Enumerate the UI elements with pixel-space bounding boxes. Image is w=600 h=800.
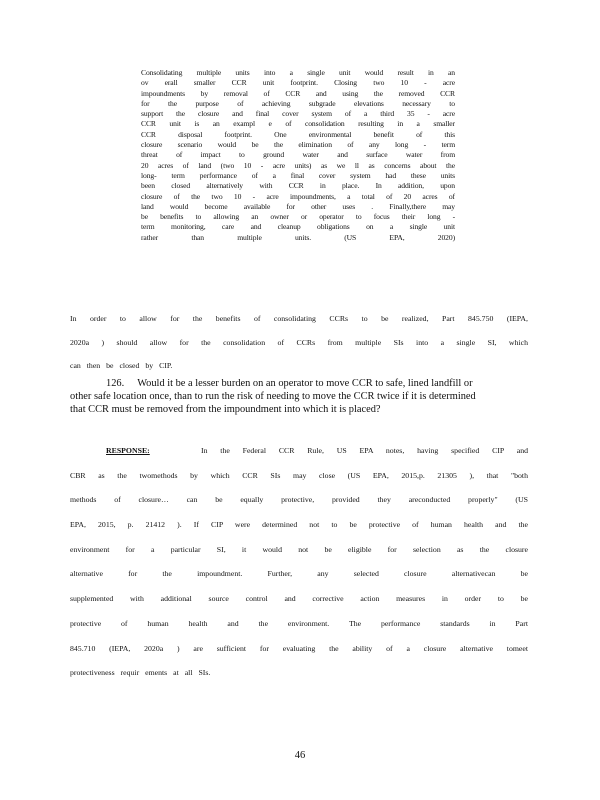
response-line: alternative for the impoundment. Further, any selected closure alternativecan be xyxy=(70,569,528,579)
intro-paragraph xyxy=(70,313,528,384)
paragraph-line: In order to allow for the benefits of consolidating CCRs to be realized, Part 845.750 (IEPA, xyxy=(70,314,528,323)
quote-line: term monitoring, care and cleanup obligations on a single unit xyxy=(141,222,455,232)
page-number: 46 xyxy=(294,750,306,761)
block-quote xyxy=(141,68,455,243)
response-line: protective of human health and the environment. The performance standards in Part xyxy=(70,618,528,628)
response-line: CBR as the twomethods by which CCR SIs may close (US EPA, 2015,p. 21305 ), that "both xyxy=(70,470,528,480)
quote-line: Consolidating multiple units into a single unit would result in an xyxy=(141,68,455,77)
response-first-line xyxy=(70,445,528,470)
question-line: Would it be a lesser burden on an operator to move CCR to safe, lined landfill or xyxy=(137,378,473,389)
quote-line: CCR unit is an exampl e of consolidation resulting in a smaller xyxy=(141,119,455,129)
quote-line: rather than multiple units. (US EPA, 2020) xyxy=(141,232,455,242)
response-line: supplemented with additional source control and corrective action measures in order to be xyxy=(70,594,528,604)
quote-line: long- term performance of a final cover system had these units xyxy=(141,170,455,180)
question-line: other safe location once, than to run the risk of needing to move the CCR twice if it is determined xyxy=(70,391,476,402)
response-label: RESPONSE: xyxy=(106,446,150,455)
question-line: that CCR must be removed from the impoundment into which it is placed? xyxy=(70,404,381,415)
quote-line: be benefits to allowing an owner or operator to focus their long - xyxy=(141,212,455,222)
response-line: protectiveness requir ements at all SIs. xyxy=(70,668,211,678)
question-first-line xyxy=(70,377,528,390)
question-number: 126. xyxy=(106,378,125,389)
quote-line: ov erall smaller CCR unit footprint. Closing two 10 - acre xyxy=(141,78,455,88)
response-paragraph xyxy=(70,445,528,692)
quote-line: been closed alternatively with CCR in place. In addition, upon xyxy=(141,181,455,191)
response-line: 845.710 (IEPA, 2020a ) are sufficient for evaluating the ability of a closure alternative tomeet xyxy=(70,643,528,653)
paragraph-line: 2020a ) should allow for the consolidation of CCRs from multiple SIs into a single SI, which xyxy=(70,337,528,347)
quote-line: impoundments by removal of CCR and using the removed CCR xyxy=(141,88,455,98)
quote-line: closure scenario would be the elimination of any long - term xyxy=(141,140,455,150)
quote-line: CCR disposal footprint. One environmental benefit of this xyxy=(141,129,455,139)
response-line: EPA, 2015, p. 21412 ). If CIP were determined not to be protective of human health and the xyxy=(70,520,528,530)
question-126 xyxy=(70,377,528,416)
response-line: environment for a particular SI, it would not be eligible for selection as the closure xyxy=(70,544,528,554)
quote-line: threat of impact to ground water and surface water from xyxy=(141,150,455,160)
quote-line: land would become available for other uses . Finally,there may xyxy=(141,201,455,211)
response-line: In the Federal CCR Rule, US EPA notes, having specified CIP and xyxy=(201,446,528,455)
quote-line: 20 acres of land (two 10 - acre units) as we ll as concerns about the xyxy=(141,160,455,170)
quote-line: support the closure and final cover system of a third 35 - acre xyxy=(141,109,455,119)
quote-line: closure of the two 10 - acre impoundments, a total of 20 acres of xyxy=(141,191,455,201)
response-line: methods of closure… can be equally protective, provided they areconducted properly" (US xyxy=(70,495,528,505)
paragraph-line: can then be closed by CIP. xyxy=(70,361,173,370)
quote-line: for the purpose of achieving subgrade elevations necessary to xyxy=(141,98,455,108)
